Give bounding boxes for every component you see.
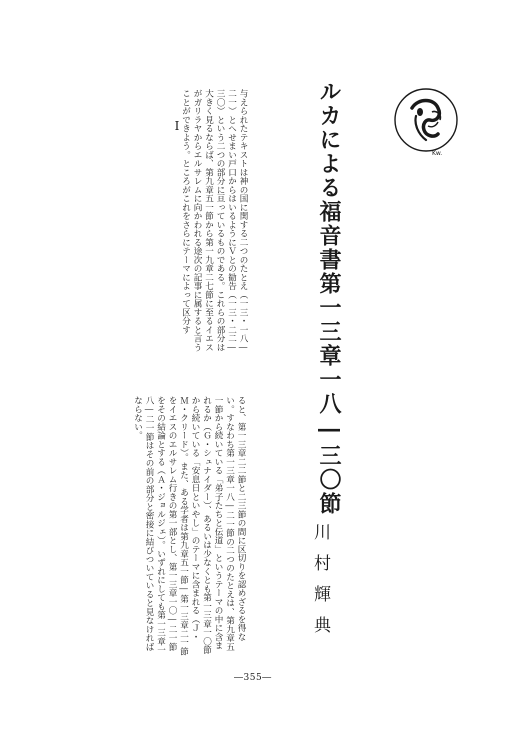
article-title: ルカによる福音書第一三章一八―三〇節 bbox=[316, 80, 342, 516]
emblem-illustration bbox=[392, 86, 460, 154]
author-name: 川村輝典 bbox=[310, 523, 330, 647]
section-heading: I bbox=[170, 119, 184, 133]
page-number: ―355― bbox=[234, 673, 272, 683]
emblem-caption: Kw. bbox=[432, 150, 443, 157]
body-paragraph-1: 与えられたテキストは神の国に関する二つのたとえ（一三・一八―二一）とへせまい戸口からはいるようにＶとの勧告（一三・二二―三〇）という二つの部分に亘っているものである。これらの部分は大きく見るならば、第九章五一節から第一九章二七節に至るイエスがガリラヤからエルサレムに向かわれる途次の記事に属すると言うことができよう。ところがこれをさらにテーマによって区分す bbox=[180, 89, 248, 353]
body-paragraph-2: ると、第一三章二二節と二三節の間に区切りを認めざるを得ない。すなわち第一三章一八―二一節の二つのたとえは、第九章五一節から続いている「弟子たちと伝道」というテーマの中に含まれるか（Ｇ・シュナイダー）、あるいは少なくとも第一三章一〇節から続いている「安息日といやし」のテーマに含まれる（Ｊ・Ｍ・クリード）。また、ある学者は第九章五一節―第一三章二一節をイエスのエルサレム行きの第一部とし、第一三章一〇―二一節をその結論とする（Ａ・ジョルジェ）。いずれにしても第一三章一八―二一節はその前の部分と密接に結びついていると見なければならない。 bbox=[132, 396, 246, 656]
